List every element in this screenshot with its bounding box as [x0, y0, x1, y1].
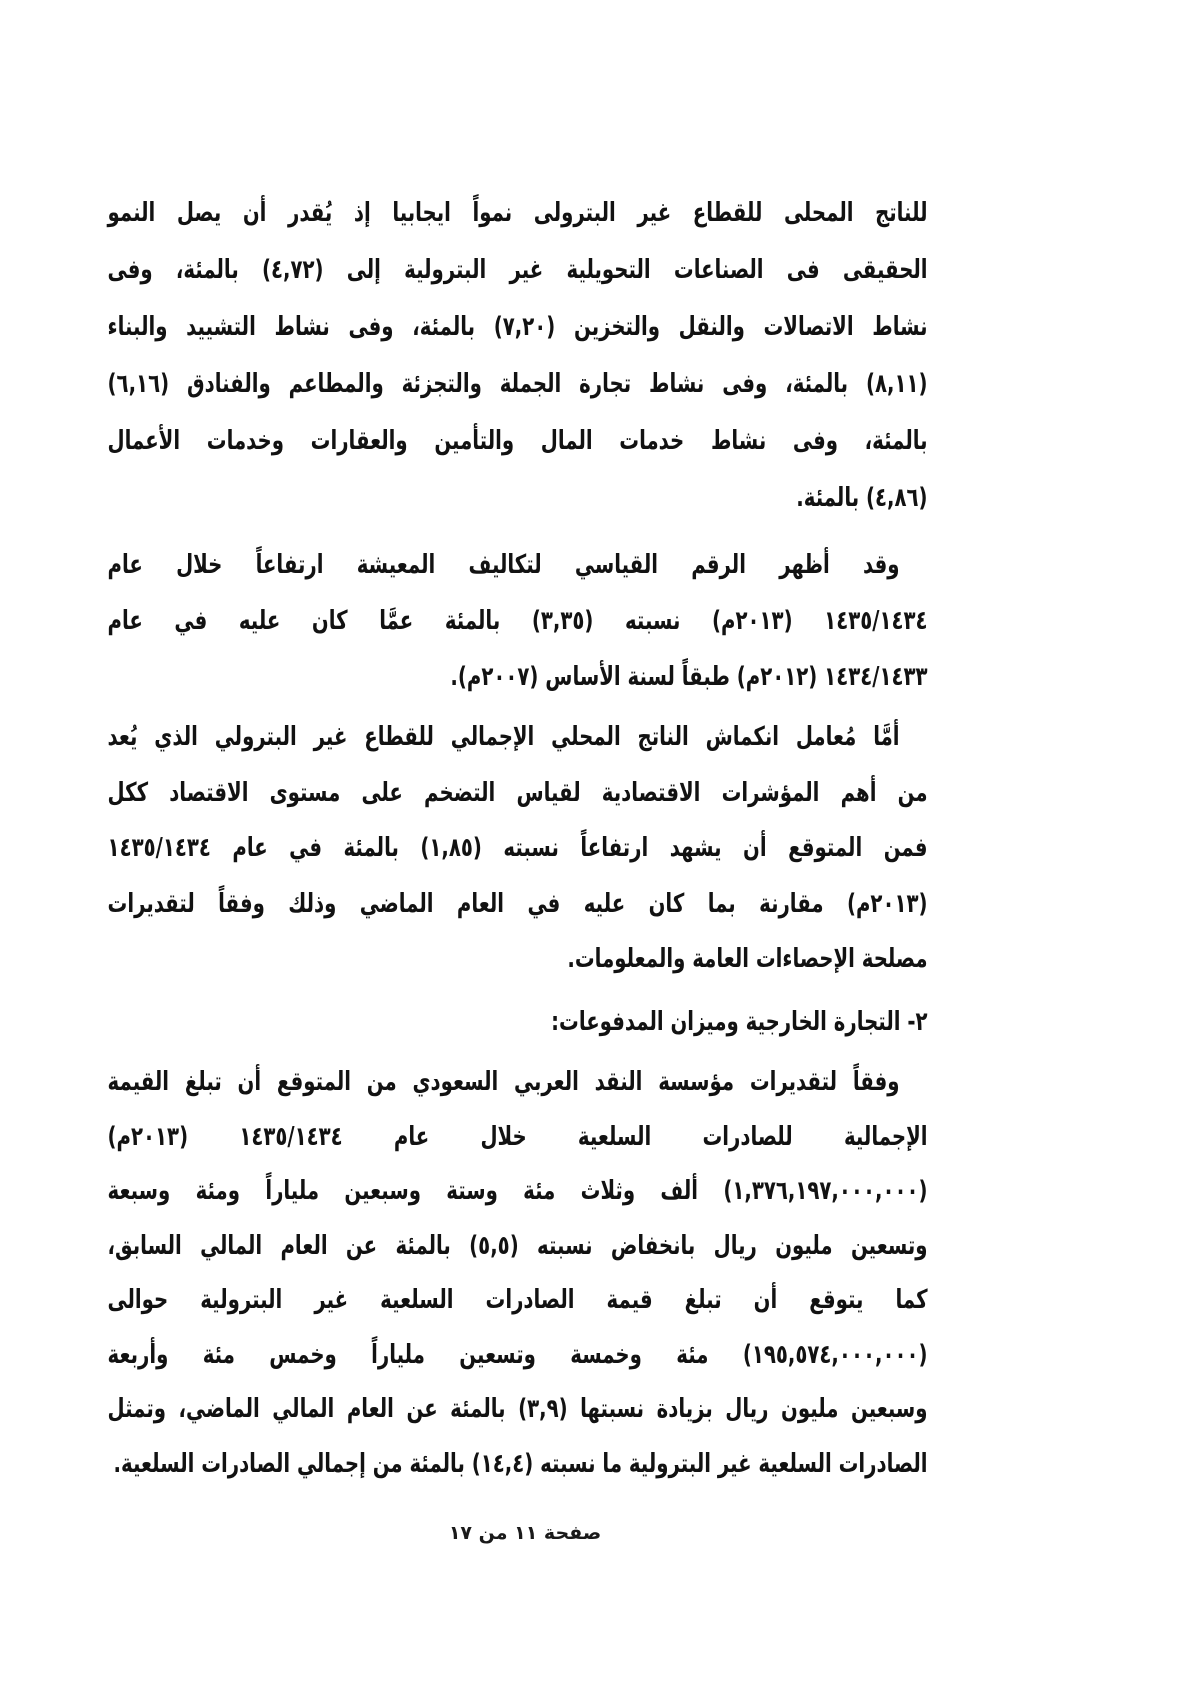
text-line: أمَّا مُعامل انكماش الناتج المحلي الإجمالي للقطاع غير البترولي الذي يُعد — [108, 722, 901, 752]
paragraph — [108, 1055, 928, 1491]
paragraph — [108, 185, 928, 527]
text-line: وفقاً لتقديرات مؤسسة النقد العربي السعودي من المتوقع أن تبلغ القيمة — [108, 1067, 901, 1097]
text-line: من أهم المؤشرات الاقتصادية لقياس التضخم على مستوى الاقتصاد ككل — [108, 777, 928, 808]
text-line: كما يتوقع أن تبلغ قيمة الصادرات السلعية غير البترولية حوالى — [108, 1285, 928, 1315]
text-line: بالمئة، وفى نشاط خدمات المال والتأمين والعقارات وخدمات الأعمال — [108, 426, 928, 456]
text-line: وقد أظهر الرقم القياسي لتكاليف المعيشة ارتفاعاً خلال عام — [108, 550, 901, 580]
text-line: (٤,٨٦) بالمئة. — [796, 483, 928, 513]
text-line: (٢٠١٣م) مقارنة بما كان عليه في العام الماضي وذلك وفقاً لتقديرات — [108, 888, 928, 919]
section-heading-block — [108, 994, 928, 1050]
text-line: وسبعين مليون ريال بزيادة نسبتها (٣,٩) بالمئة عن العام المالي الماضي، وتمثل — [108, 1394, 928, 1424]
text-line: الصادرات السلعية غير البترولية ما نسبته (١٤,٤) بالمئة من إجمالي الصادرات السلعية. — [114, 1448, 928, 1479]
page-number: صفحة ١١ من ١٧ — [448, 1522, 602, 1544]
paragraph — [108, 710, 928, 988]
text-line: نشاط الاتصالات والنقل والتخزين (٧,٢٠) بالمئة، وفى نشاط التشييد والبناء — [108, 312, 929, 342]
text-line: ١٤٣٥/١٤٣٤ (٢٠١٣م) نسبته (٣,٣٥) بالمئة عمَّا كان عليه في عام — [108, 606, 928, 636]
text-line: (١,٣٧٦,١٩٧,٠٠٠,٠٠٠) ألف وثلاث مئة وستة وسبعين ملياراً ومئة وسبعة — [108, 1176, 928, 1206]
text-line: وتسعين مليون ريال بانخفاض نسبته (٥,٥) بالمئة عن العام المالي السابق، — [108, 1230, 928, 1261]
section-heading: ٢- التجارة الخارجية وميزان المدفوعات: — [551, 1007, 928, 1037]
text-line: الإجمالية للصادرات السلعية خلال عام ١٤٣٥/١٤٣٤ (٢٠١٣م) — [108, 1121, 928, 1152]
paragraph — [108, 537, 928, 705]
text-line: للناتج المحلى للقطاع غير البترولى نمواً ايجابيا إذ يُقدر أن يصل النمو — [108, 198, 928, 228]
text-line: الحقيقى فى الصناعات التحويلية غير البترولية إلى (٤,٧٢) بالمئة، وفى — [108, 255, 928, 285]
text-line: (١٩٥,٥٧٤,٠٠٠,٠٠٠) مئة وخمسة وتسعين ملياراً وخمس مئة وأربعة — [108, 1339, 928, 1370]
text-line: ١٤٣٤/١٤٣٣ (٢٠١٢م) طبقاً لسنة الأساس (٢٠٠٧م). — [450, 662, 928, 692]
text-line: (٨,١١) بالمئة، وفى نشاط تجارة الجملة والتجزئة والمطاعم والفنادق (٦,١٦) — [108, 369, 928, 399]
text-line: مصلحة الإحصاءات العامة والمعلومات. — [567, 944, 928, 974]
text-line: فمن المتوقع أن يشهد ارتفاعاً نسبته (١,٨٥) بالمئة في عام ١٤٣٥/١٤٣٤ — [108, 833, 928, 863]
